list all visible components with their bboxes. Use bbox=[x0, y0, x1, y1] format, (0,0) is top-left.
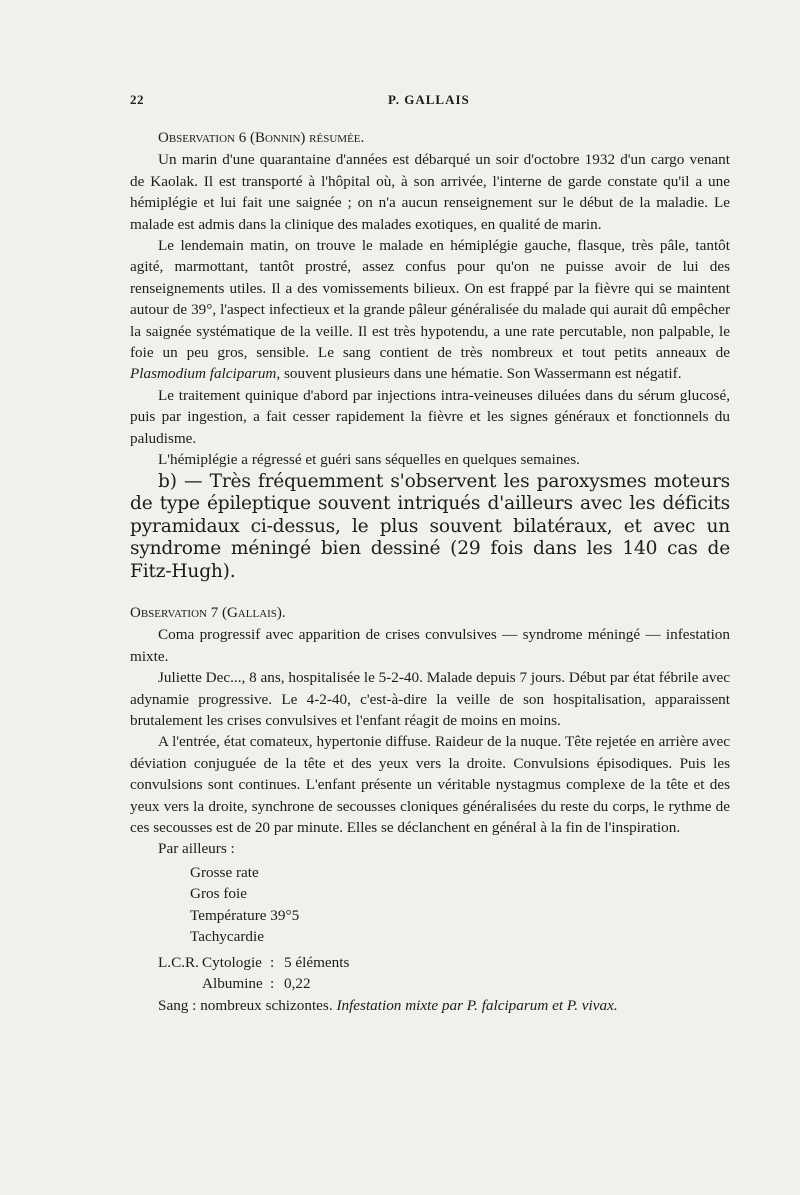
obs6-paragraph-3: Le traitement quinique d'abord par injections intra-veineuses diluées dans du sérum glucosé, puis par ingestion, a fait cesser rapidement la fièvre et les signes généraux et fonctionnels du paludisme. bbox=[130, 386, 730, 447]
obs7-par-ailleurs: Par ailleurs : bbox=[158, 840, 235, 858]
section-b-paragraph: b) — Très fréquemment s'observent les paroxysmes moteurs de type épileptique souvent intriqués d'ailleurs avec les déficits pyramidaux ci-dessus, le plus souvent bilatéraux, et avec un syndrome méningé bien dessiné (29 fois dans les 140 cas de Fitz-Hugh). bbox=[130, 470, 730, 582]
obs6-paragraph-2 bbox=[130, 235, 730, 385]
lcr-row-value: 0,22 bbox=[284, 975, 311, 993]
list-item: Tachycardie bbox=[190, 928, 264, 946]
running-author: P. GALLAIS bbox=[388, 92, 470, 107]
obs6-p2-text-b: souvent plusieurs dans une hématie. Son Wassermann est négatif. bbox=[280, 365, 682, 383]
lcr-results bbox=[130, 952, 730, 995]
list-item: Température 39°5 bbox=[190, 906, 300, 924]
lcr-colon: : bbox=[270, 975, 275, 993]
list-item: Gros foie bbox=[190, 885, 247, 903]
findings-list bbox=[190, 862, 730, 948]
lcr-label: L.C.R. bbox=[158, 953, 199, 971]
page-number: 22 bbox=[130, 92, 144, 107]
obs6-p2-text-a: Le lendemain matin, on trouve le malade en hémiplégie gauche, flasque, très pâle, tantôt agité, marmottant, tantôt prostré, assez confus pour qu'on ne puisse avoir de lui des renseignements utiles. Il a des vomissements bilieux. On est frappé par la fièvre qui se maintent autour de 39°, l'aspect infectieux et la grande pâleur généralisée du malade qui aurait dû empêcher la saignée systématique de la veille. Il est très hypotendu, a une rate percutable, non palpable, le foie un peu gros, sensible. Le sang contient de très nombreux et tout petits anneaux de bbox=[130, 237, 730, 362]
sang-text: Sang : nombreux schizontes. bbox=[158, 996, 337, 1014]
obs6-paragraph-4: L'hémiplégie a régressé et guéri sans séquelles en quelques semaines. bbox=[158, 451, 580, 469]
obs6-p2-species: Plasmodium falciparum, bbox=[130, 365, 281, 383]
obs7-paragraph-3: A l'entrée, état comateux, hypertonie diffuse. Raideur de la nuque. Tête rejetée en arrière avec déviation conjuguée de la tête et des yeux vers la droite. Convulsions épisodiques. Puis les convulsions sont continues. L'enfant présente un véritable nystagmus complexe de la tête et des yeux vers la droite, synchrone de secousses cloniques généralisées du reste du corps, le rythme de ces secousses est de 20 par minute. Elles se déclanchent en général à la fin de l'inspiration. bbox=[130, 733, 730, 837]
obs7-paragraph-1: Coma progressif avec apparition de crises convulsives — syndrome méningé — infestation mixte. bbox=[130, 626, 730, 665]
lcr-row-value: 5 éléments bbox=[284, 953, 350, 971]
lcr-row-name: Albumine bbox=[202, 975, 263, 993]
observation-6-title: Observation 6 (Bonnin) résumée. bbox=[158, 130, 365, 146]
lcr-colon: : bbox=[270, 953, 275, 971]
sang-infestation: Infestation mixte par P. falciparum et P. vivax. bbox=[336, 996, 618, 1014]
list-item: Grosse rate bbox=[190, 863, 259, 881]
obs7-sang bbox=[130, 995, 730, 1016]
observation-7-title: Observation 7 (Gallais). bbox=[130, 605, 286, 621]
obs7-paragraph-2: Juliette Dec..., 8 ans, hospitalisée le 5-2-40. Malade depuis 7 jours. Début par état fébrile avec adynamie progressive. Le 4-2-40, c'est-à-dire la veille de son hospitalisation, apparaissent brutalement les crises convulsives et l'enfant réagit de moins en moins. bbox=[130, 669, 730, 730]
lcr-row-name: Cytologie bbox=[202, 953, 262, 971]
body-text bbox=[130, 128, 730, 1016]
obs6-paragraph-1: Un marin d'une quarantaine d'années est débarqué un soir d'octobre 1932 d'un cargo venant de Kaolak. Il est transporté à l'hôpital où, à son arrivée, l'interne de garde constate qu'il a une hémiplégie et lui fait une saignée ; on n'a aucun renseignement sur le début de la maladie. Le malade est admis dans la clinique des malades exotiques, en qualité de marin. bbox=[130, 151, 730, 233]
